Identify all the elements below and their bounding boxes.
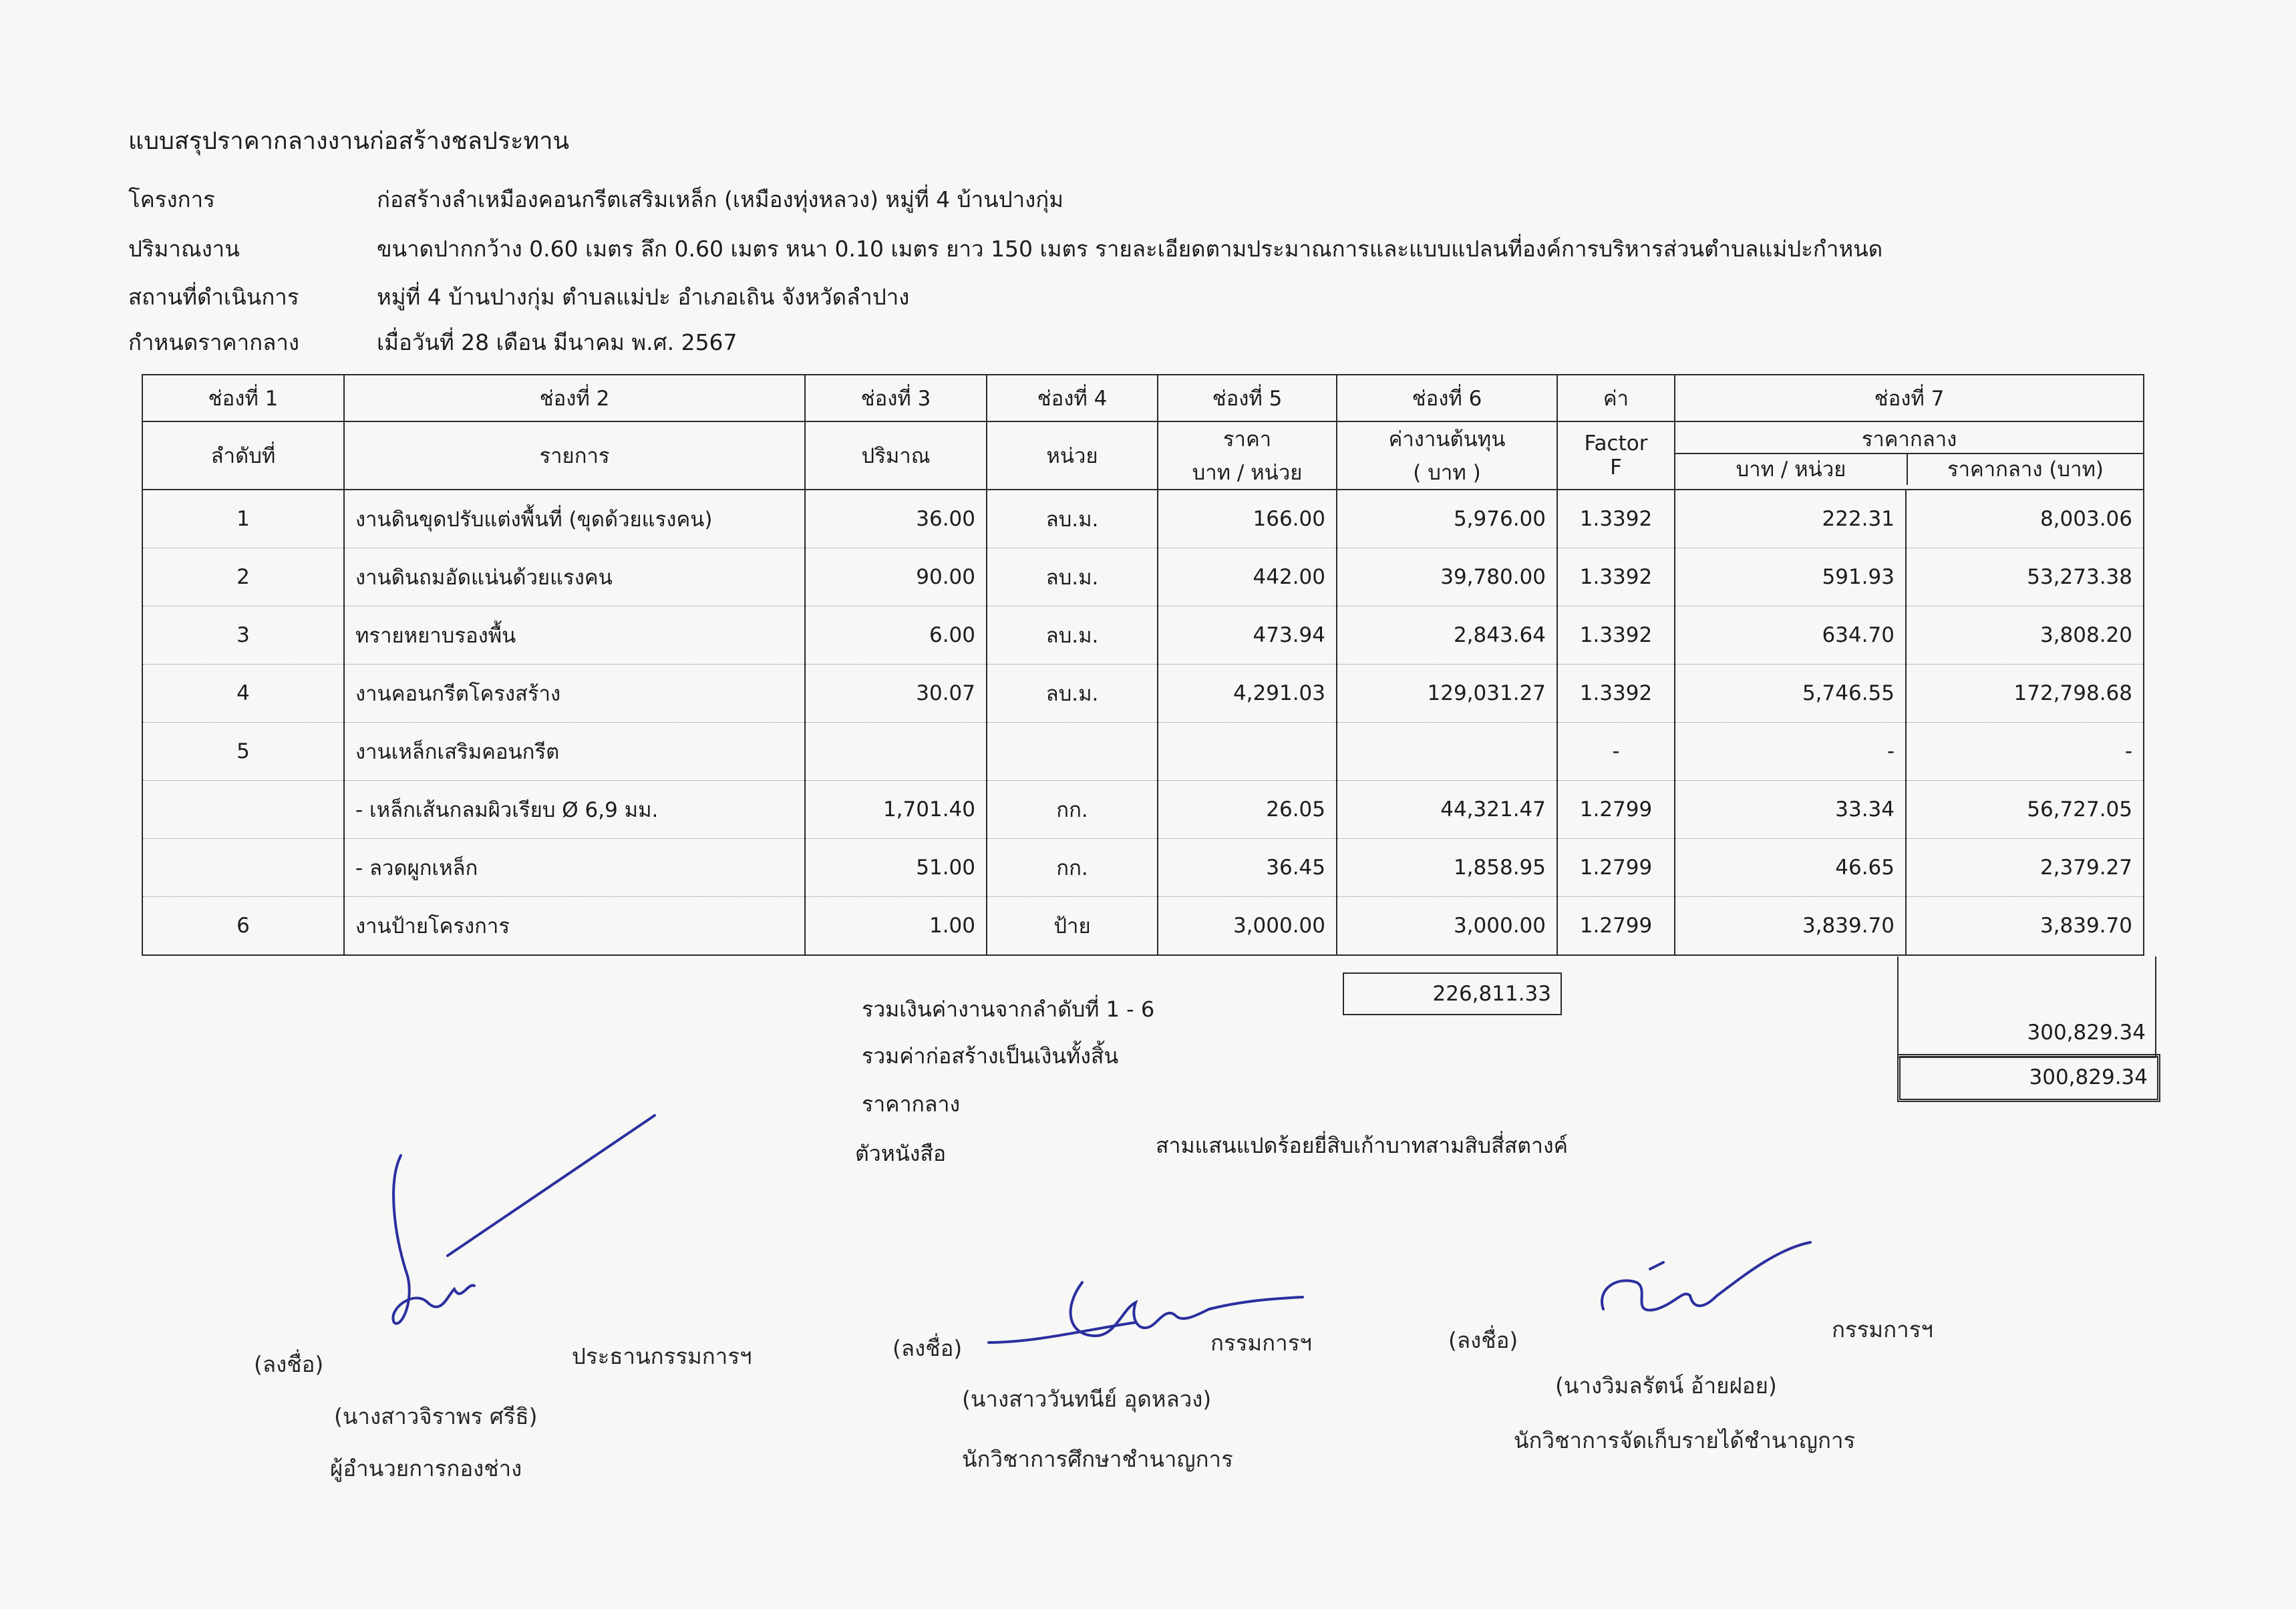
header-median: [1675, 421, 2144, 490]
cell-item: งานเหล็กเสริมคอนกรีต: [344, 723, 805, 781]
header-median-unit: บาท / หน่วย: [1675, 454, 1908, 485]
date-value: เมื่อวันที่ 28 เดือน มีนาคม พ.ศ. 2567: [377, 329, 737, 355]
cell-price: 36.45: [1158, 839, 1337, 897]
col7-group: ค่า: [1557, 375, 1675, 421]
table-row: [142, 781, 2144, 839]
col5-group: ช่องที่ 5: [1158, 375, 1337, 421]
header-price: [1158, 421, 1337, 490]
cell-factor: -: [1557, 723, 1675, 781]
cell-unit-price: 591.93: [1675, 548, 1906, 606]
cell-factor: 1.2799: [1557, 897, 1675, 956]
cell-factor: 1.3392: [1557, 665, 1675, 723]
table-row: [142, 839, 2144, 897]
document-title: แบบสรุปราคากลางงานก่อสร้างชลประทาน: [128, 128, 570, 155]
cell-factor: 1.3392: [1557, 606, 1675, 665]
cell-item: งานป้ายโครงการ: [344, 897, 805, 956]
col6-group: ช่องที่ 6: [1337, 375, 1557, 421]
cell-price: 4,291.03: [1158, 665, 1337, 723]
cell-item: งานคอนกรีตโครงสร้าง: [344, 665, 805, 723]
sig3-sign-label: (ลงชื่อ): [1448, 1327, 1518, 1353]
location-value: หมู่ที่ 4 บ้านปางกุ่ม ตำบลแม่ปะ อำเภอเถิน จังหวัดลำปาง: [377, 284, 910, 310]
cell-item: งานดินถมอัดแน่นด้วยแรงคน: [344, 548, 805, 606]
project-label: โครงการ: [128, 186, 215, 212]
cell-item: - เหล็กเส้นกลมผิวเรียบ Ø 6,9 มม.: [344, 781, 805, 839]
cell-unit-price: -: [1675, 723, 1906, 781]
cell-cost: 1,858.95: [1337, 839, 1557, 897]
cell-unit: กก.: [987, 781, 1158, 839]
cell-unit-price: 634.70: [1675, 606, 1906, 665]
cell-unit-price: 222.31: [1675, 490, 1906, 548]
price-table: [142, 374, 2144, 956]
cell-qty: 6.00: [805, 606, 987, 665]
sig2-name: (นางสาววันทนีย์ อุดหลวง): [962, 1386, 1212, 1412]
cell-unit-price: 3,839.70: [1675, 897, 1906, 956]
cell-price: 166.00: [1158, 490, 1337, 548]
cell-unit: ลบ.ม.: [987, 490, 1158, 548]
cell-cost: 2,843.64: [1337, 606, 1557, 665]
cell-item: ทรายหยาบรองพื้น: [344, 606, 805, 665]
cell-cost: 5,976.00: [1337, 490, 1557, 548]
cell-no: 1: [142, 490, 344, 548]
table-row: [142, 606, 2144, 665]
date-label: กำหนดราคากลาง: [128, 329, 299, 355]
quantity-value: ขนาดปากกว้าง 0.60 เมตร ลึก 0.60 เมตร หนา 0.10 เมตร ยาว 150 เมตร รายละเอียดตามประมาณการและแบบแปลนที่องค์การบริหารส่วนตำบลแม่ปะกำหนด: [377, 236, 1883, 262]
cell-no: 5: [142, 723, 344, 781]
sig2-sign-label: (ลงชื่อ): [892, 1335, 963, 1361]
col3-group: ช่องที่ 3: [805, 375, 987, 421]
sum-label: รวมเงินค่างานจากลำดับที่ 1 - 6: [862, 997, 1155, 1022]
cell-qty: [805, 723, 987, 781]
cell-no: [142, 839, 344, 897]
header-no: ลำดับที่: [142, 421, 344, 490]
cell-total: 8,003.06: [1906, 490, 2144, 548]
cell-total: 3,839.70: [1906, 897, 2144, 956]
table-row: [142, 665, 2144, 723]
median-label: ราคากลาง: [862, 1091, 961, 1117]
sig1-sign-label: (ลงชื่อ): [254, 1351, 324, 1377]
col8-group: ช่องที่ 7: [1675, 375, 2144, 421]
words-value: สามแสนแปดร้อยยี่สิบเก้าบาทสามสิบสี่สตางค์: [1156, 1133, 1569, 1158]
table-row: [142, 897, 2144, 956]
cell-unit: ลบ.ม.: [987, 548, 1158, 606]
table-row: [142, 548, 2144, 606]
cell-total: -: [1906, 723, 2144, 781]
cell-qty: 36.00: [805, 490, 987, 548]
cell-factor: 1.2799: [1557, 781, 1675, 839]
cell-item: - ลวดผูกเหล็ก: [344, 839, 805, 897]
sig3-role: กรรมการฯ: [1832, 1316, 1933, 1343]
cell-no: 4: [142, 665, 344, 723]
cell-cost: 39,780.00: [1337, 548, 1557, 606]
col1-group: ช่องที่ 1: [142, 375, 344, 421]
cell-unit-price: 33.34: [1675, 781, 1906, 839]
cell-no: 3: [142, 606, 344, 665]
cell-factor: 1.3392: [1557, 548, 1675, 606]
sig2-position: นักวิชาการศึกษาชำนาญการ: [962, 1446, 1233, 1472]
header-median-total: ราคากลาง (บาท): [1947, 458, 2104, 482]
cell-unit: ลบ.ม.: [987, 606, 1158, 665]
sig1-name: (นางสาวจิราพร ศรีธิ): [334, 1403, 538, 1429]
cell-item: งานดินขุดปรับแต่งพื้นที่ (ขุดด้วยแรงคน): [344, 490, 805, 548]
cell-price: 26.05: [1158, 781, 1337, 839]
header-factor-line1: Factor: [1584, 431, 1648, 456]
signature-3-ink: [1590, 1236, 1817, 1343]
quantity-label: ปริมาณงาน: [128, 236, 240, 262]
cell-price: [1158, 723, 1337, 781]
header-cost: [1337, 421, 1557, 490]
table-sub-header: [142, 421, 2144, 490]
cell-unit: กก.: [987, 839, 1158, 897]
cell-total: 172,798.68: [1906, 665, 2144, 723]
header-item: รายการ: [344, 421, 805, 490]
project-value: ก่อสร้างลำเหมืองคอนกรีตเสริมเหล็ก (เหมืองทุ่งหลวง) หมู่ที่ 4 บ้านปางกุ่ม: [377, 186, 1064, 212]
header-factor-line2: F: [1610, 456, 1622, 480]
sig3-position: นักวิชาการจัดเก็บรายได้ชำนาญการ: [1514, 1427, 1856, 1453]
cell-price: 3,000.00: [1158, 897, 1337, 956]
cell-unit: ลบ.ม.: [987, 665, 1158, 723]
table-row: [142, 723, 2144, 781]
cell-no: 2: [142, 548, 344, 606]
cell-qty: 1.00: [805, 897, 987, 956]
sig2-role: กรรมการฯ: [1210, 1330, 1312, 1356]
median-value-box: 300,829.34: [1897, 1054, 2160, 1102]
cell-total: 53,273.38: [1906, 548, 2144, 606]
header-cost-line1: ค่างานต้นทุน: [1388, 427, 1506, 452]
table-group-header: [142, 375, 2144, 421]
cell-price: 442.00: [1158, 548, 1337, 606]
cell-qty: 1,701.40: [805, 781, 987, 839]
cell-total: 3,808.20: [1906, 606, 2144, 665]
cell-factor: 1.2799: [1557, 839, 1675, 897]
signature-1-ink: [361, 1102, 668, 1356]
total-value-box: 300,829.34: [1897, 956, 2156, 1058]
cell-qty: 51.00: [805, 839, 987, 897]
sig1-position: ผู้อำนวยการกองช่าง: [330, 1455, 522, 1481]
cell-cost: 129,031.27: [1337, 665, 1557, 723]
cell-qty: 30.07: [805, 665, 987, 723]
cell-no: [142, 781, 344, 839]
header-price-line2: บาท / หน่วย: [1192, 461, 1303, 485]
header-qty: ปริมาณ: [805, 421, 987, 490]
cell-cost: 44,321.47: [1337, 781, 1557, 839]
header-price-line1: ราคา: [1222, 427, 1272, 452]
total-label: รวมค่าก่อสร้างเป็นเงินทั้งสิ้น: [862, 1043, 1119, 1069]
location-label: สถานที่ดำเนินการ: [128, 284, 299, 310]
header-unit: หน่วย: [987, 421, 1158, 490]
sig1-role: ประธานกรรมการฯ: [572, 1343, 752, 1369]
cell-factor: 1.3392: [1557, 490, 1675, 548]
cell-total: 56,727.05: [1906, 781, 2144, 839]
col4-group: ช่องที่ 4: [987, 375, 1158, 421]
sig3-name: (นางวิมลรัตน์ อ้ายฝอย): [1555, 1373, 1777, 1399]
cell-unit-price: 46.65: [1675, 839, 1906, 897]
table-row: [142, 490, 2144, 548]
col2-group: ช่องที่ 2: [344, 375, 805, 421]
cell-unit: ป้าย: [987, 897, 1158, 956]
header-cost-line2: ( บาท ): [1413, 461, 1481, 485]
cell-unit: [987, 723, 1158, 781]
signature-2-ink: [982, 1269, 1329, 1356]
cell-cost: 3,000.00: [1337, 897, 1557, 956]
words-label: ตัวหนังสือ: [855, 1141, 947, 1166]
cell-total: 2,379.27: [1906, 839, 2144, 897]
cell-cost: [1337, 723, 1557, 781]
header-median-title: ราคากลาง: [1675, 426, 2143, 454]
header-factor: [1557, 421, 1675, 490]
cell-price: 473.94: [1158, 606, 1337, 665]
cell-unit-price: 5,746.55: [1675, 665, 1906, 723]
cell-qty: 90.00: [805, 548, 987, 606]
cell-no: 6: [142, 897, 344, 956]
sum-cost-box: 226,811.33: [1343, 972, 1562, 1015]
